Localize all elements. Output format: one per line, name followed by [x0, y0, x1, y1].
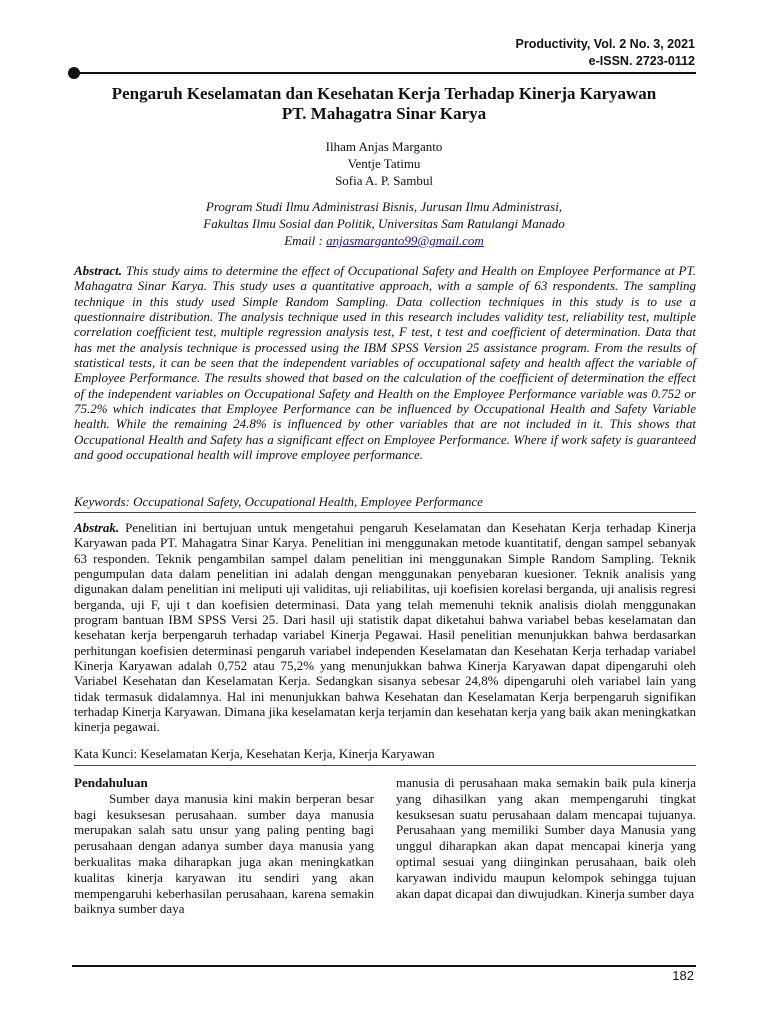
abstract-id-text: Penelitian ini bertujuan untuk mengetahui pengaruh Keselamatan dan Kesehatan Kerja terhadap Kinerja Karyawan pada PT. Mahagatra Sinar Karya. Penelitian ini menggunakan metode kuantitatif, dengan sampel sebanyak 63 responden. Teknik pengambilan sampel dalam penelitian ini menggunakan Simple Random Sampling. Teknik pengumpulan data dalam penelitian ini adalah dengan menggunakan penyebaran kuesioner. Teknik analisis yang digunakan dalam penelitian ini meliputi uji validitas, uji reliabilitas, uji koefisien korelasi berganda, uji analisis regresi berganda, uji F, uji t dan koefisien determinasi. Data yang telah memenuhi teknik analisis diolah menggunakan program bantuan IBM SPSS Versi 25. Dari hasil uji statistik dapat diketahui bahwa variabel bebas keselamatan dan kesehatan kerja berpengaruh terhadap variabel Kinerja Pegawai. Hasil penelitian menunjukkan bahwa berdasarkan perhitungan koefisien determinasi pengaruh variabel independen Keselamatan dan Kesehatan Kerja terhadap variabel Kinerja Karyawan adalah 0,752 atau 75,2% yang menunjukkan bahwa Kinerja Karyawan dapat dipengaruhi oleh Variabel Kesehatan dan Keselamatan Kerja. Sedangkan sisanya sebesar 24,8% dipengaruhi oleh variabel lain yang tidak termasuk didalamnya. Hal ini menunjukkan bahwa Kesehatan dan Keselamatan Kerja berpengaruh signifikan terhadap Kinerja Karyawan. Dimana jika keselamatan kerja terjamin dan kesehatan kerja yang baik akan meningkatkan kinerja pegawai. [74, 520, 697, 735]
paper-title [72, 84, 696, 124]
affiliation-line-2: Fakultas Ilmu Sosial dan Politik, Universitas Sam Ratulangi Manado [203, 216, 565, 231]
keywords-indonesian: Kata Kunci: Keselamatan Kerja, Kesehatan Kerja, Kinerja Karyawan [74, 746, 435, 761]
abstract-en-text: This study aims to determine the effect of Occupational Safety and Health on Employee Performance at PT. Mahagatra Sinar Karya. This study uses a quantitative approach, with a sample of 63 respondents. The sampling technique in this study used Simple Random Sampling. Data collection techniques in this study is to use a questionnaire distribution. The analysis technique used in this research includes validity test, reliability test, multiple correlation coefficient test, multiple regression analysis test, F test, t test and coefficient of determination. Data that has met the analysis technique is processed using the IBM SPSS Version 25 assistance program. From the results of statistical tests, it can be seen that the independent variables of occupational safety and health affect the variable of Employee Performance. The results showed that based on the calculation of the coefficient of determination the effect of the independent variables on Occupational Safety and Health on the Employee Performance variable was 0.752 or 75.2% which indicates that Employee Performance can be influenced by Occupational Health and Safety Variable health. While the remaining 24.8% is influenced by other variables that are not included in it. This shows that Occupational Health and Safety has a significant effect on Employee Performance. Where if work safety is guaranteed and good occupational health will improve employee performance. [74, 263, 697, 463]
divider [74, 765, 696, 766]
email-link[interactable]: anjasmarganto99@gmail.com [326, 233, 484, 248]
top-divider [72, 72, 696, 74]
author-list [72, 138, 696, 189]
divider [74, 512, 696, 513]
author-1: Ilham Anjas Marganto [325, 139, 443, 154]
abstract-english [74, 263, 696, 462]
author-3: Sofia A. P. Sambul [335, 173, 433, 188]
title-line-1: Pengaruh Keselamatan dan Kesehatan Kerja Terhadap Kinerja Karyawan [111, 84, 657, 103]
title-line-2: PT. Mahagatra Sinar Karya [281, 104, 487, 123]
abstract-id-label: Abstrak. [74, 520, 120, 535]
journal-volume: Productivity, Vol. 2 No. 3, 2021 [515, 37, 695, 51]
body-column-right [396, 775, 696, 901]
journal-header [516, 36, 695, 70]
abstract-en-label: Abstract. [74, 263, 123, 278]
affiliation-line-1: Program Studi Ilmu Administrasi Bisnis, Jurusan Ilmu Administrasi, [205, 199, 563, 214]
footer-divider [72, 965, 696, 967]
section-heading: Pendahuluan [74, 775, 148, 790]
author-2: Ventje Tatimu [347, 156, 421, 171]
page-number: 182 [672, 968, 694, 983]
journal-issn: e-ISSN. 2723-0112 [588, 54, 695, 68]
body-paragraph: manusia di perusahaan maka semakin baik pula kinerja yang dihasilkan yang akan mempengaruhi tingkat kesuksesan suatu perusahaan dalam mencapai tujuanya. Perusahaan yang memiliki Sumber daya Manusia yang unggul diharapkan akan dapat mencapai kinerja yang optimal sesuai yang diinginkan perusahaan, baik oleh karyawan individu maupun kelompok sehingga tujuan akan dapat dicapai dan diwujudkan. Kinerja sumber daya [396, 775, 696, 901]
email-line [72, 232, 696, 249]
abstract-indonesian [74, 520, 696, 735]
keywords-english: Keywords: Occupational Safety, Occupational Health, Employee Performance [74, 494, 483, 509]
body-column-left [74, 775, 374, 917]
email-label: Email : [284, 233, 323, 248]
affiliation [72, 198, 696, 249]
bullet-dot-icon [68, 67, 80, 79]
body-paragraph: Sumber daya manusia kini makin berperan besar bagi kesuksesan perusahaan. sumber daya manusia merupakan salah satu unsur yang paling penting bagi perusahaan dengan adanya sumber daya manusia yang berkualitas maka diharapkan juga akan meningkatkan kualitas kinerja karyawan itu sendiri yang akan mempengaruhi keberhasilan perusahaan, karena semakin baiknya sumber daya [74, 790, 374, 917]
